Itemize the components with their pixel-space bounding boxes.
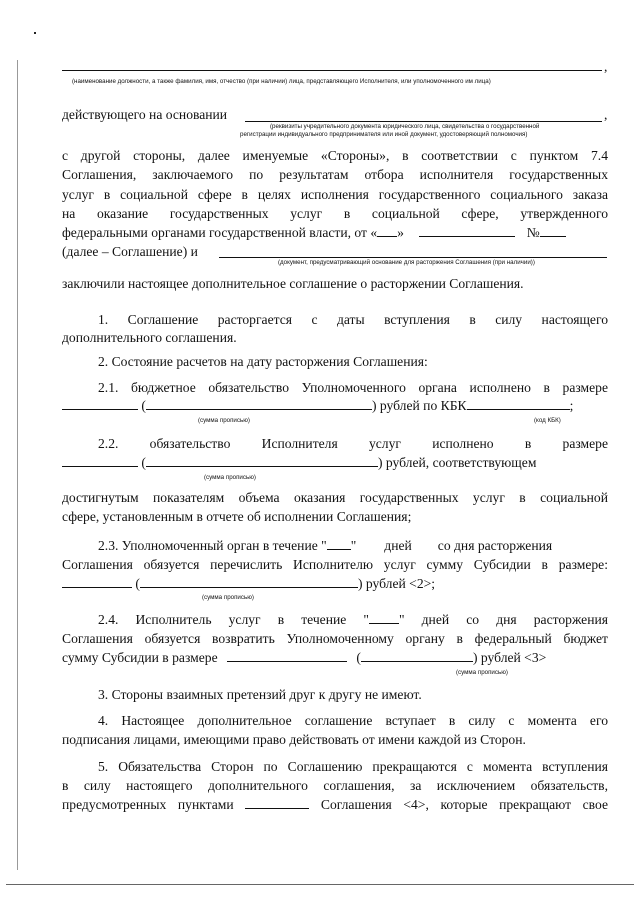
- p24-word-4: расторжения: [533, 612, 609, 627]
- p23-caption-sum: (сумма прописью): [202, 594, 254, 601]
- p24-line-3: [62, 649, 608, 667]
- p24-word-2: со: [466, 612, 480, 627]
- p24-days-blank: [369, 612, 399, 624]
- p24-text-a: 2.4. Исполнитель услуг в течение ": [98, 612, 369, 627]
- p23-line-2: Соглашения обязуется перечислить Исполнителю услуг сумму Субсидии в размере:: [62, 557, 608, 572]
- p24-word-1: дней: [421, 612, 450, 627]
- p21-amount-blank: [62, 398, 138, 410]
- p24-close-paren: ) рублей <3>: [472, 650, 547, 665]
- number-blank: [540, 225, 566, 237]
- p3-line-1: 3. Стороны взаимных претензий друг к другу не имеют.: [98, 687, 422, 702]
- p22-line-1: [98, 435, 608, 453]
- p21-line-2: [62, 397, 608, 415]
- intro-line-2: Соглашения, заключаемого по результатам отбора исполнителя государственных: [62, 167, 608, 182]
- number-sign: №: [526, 225, 540, 240]
- p5-line-2: в силу настоящего дополнительного соглашения, за исключением обязательств,: [62, 778, 608, 793]
- p23-close-paren: ) рублей <2>;: [357, 576, 436, 591]
- p5-line-3: [62, 796, 608, 814]
- intro-line-1: с другой стороны, далее именуемые «Стороны», в соответствии с пунктом 7.4: [62, 148, 608, 163]
- p24-word-3: дня: [496, 612, 517, 627]
- p23-days: дней: [384, 538, 412, 553]
- p22-words-blank: [146, 455, 378, 467]
- p23-quote: ": [350, 538, 357, 553]
- p22-word-7: размере: [562, 436, 608, 451]
- caption-requisites-1: (реквизиты учредительного документа юридического лица, свидетельства о государственной: [270, 123, 540, 130]
- p22-caption-sum: (сумма прописью): [204, 474, 256, 481]
- document-blank-line: [219, 257, 607, 258]
- p22-line-3: достигнутым показателям объема оказания государственных услуг в социальной: [62, 490, 608, 505]
- p22-open-paren: (: [141, 455, 146, 470]
- intro-line-6: (далее – Соглашение) и: [62, 244, 198, 259]
- p24-line-2: Соглашения обязуется возвратить Уполномоченному органу в федеральный бюджет: [62, 631, 608, 646]
- name-blank-line: [62, 70, 602, 71]
- p1-line-1: 1. Соглашение расторгается с даты вступления в силу настоящего: [98, 312, 608, 327]
- caption-requisites-2: регистрации индивидуального предпринимателя или иной документ, удостоверяющий полномочия): [240, 131, 528, 138]
- p2-line-1: 2. Состояние расчетов на дату расторжения Соглашения:: [98, 354, 428, 369]
- p24-line-1: [98, 611, 608, 629]
- p23-line-3: [62, 575, 608, 593]
- p21-open-paren: (: [141, 398, 146, 413]
- p4-line-2: подписания лицами, имеющими право действовать от имени каждой из Сторон.: [62, 732, 526, 747]
- p22-word-5: исполнено: [432, 436, 494, 451]
- day-blank: [377, 225, 397, 237]
- p24-amount-blank: [227, 650, 347, 662]
- intro-line-3: услуг в социальной сфере в целях исполнения государственного социального заказа: [62, 187, 608, 202]
- intro-line-7: заключили настоящее дополнительное соглашение о расторжении Соглашения.: [62, 276, 524, 291]
- intro-line-5-text: федеральными органами государственной власти, от «: [62, 225, 378, 240]
- basis-label: действующего на основании: [62, 107, 228, 122]
- basis-comma: ,: [604, 107, 608, 122]
- p22-amount-blank: [62, 455, 138, 467]
- p21-words-blank: [146, 398, 372, 410]
- scan-speck: [34, 32, 36, 34]
- p23-words-blank: [140, 576, 358, 588]
- p4-line-1: 4. Настоящее дополнительное соглашение вступает в силу с момента его: [98, 713, 608, 728]
- bottom-scan-edge: [6, 884, 634, 885]
- p22-line-2: [62, 454, 608, 472]
- p22-word-2: обязательство: [149, 436, 231, 451]
- intro-line-5-quote: »: [397, 225, 404, 240]
- p5-points-blank: [245, 797, 309, 809]
- p23-text-d: со дня расторжения: [437, 538, 553, 553]
- p24-quote: ": [398, 612, 405, 627]
- p21-close-paren: ) рублей по КБК: [371, 398, 467, 413]
- p22-word-1: 2.2.: [98, 436, 119, 451]
- p24-text-sum: сумму Субсидии в размере: [62, 650, 218, 665]
- p24-caption-sum: (сумма прописью): [456, 669, 508, 676]
- p22-close-paren: ) рублей, соответствующем: [377, 455, 537, 470]
- p24-words-blank: [361, 650, 473, 662]
- p5-line-1: 5. Обязательства Сторон по Соглашению прекращаются с момента вступления: [98, 759, 608, 774]
- p22-word-3: Исполнителя: [261, 436, 338, 451]
- date-blank: [419, 225, 515, 237]
- p23-line-1: [98, 537, 608, 555]
- p22-line-4: сфере, установленным в отчете об исполнении Соглашения;: [62, 509, 412, 524]
- intro-line-5: [62, 224, 608, 242]
- p5-text-b: Соглашения <4>, которые прекращают свое: [320, 797, 608, 812]
- p23-amount-blank: [62, 576, 132, 588]
- p21-caption-kbk: (код КБК): [534, 417, 561, 424]
- p21-line-1: 2.1. бюджетное обязательство Уполномоченного органа исполнено в размере: [98, 380, 608, 395]
- p21-semicolon: ;: [569, 398, 574, 413]
- p5-text-a: предусмотренных пунктами: [62, 797, 234, 812]
- p1-line-2: дополнительного соглашения.: [62, 330, 237, 345]
- p21-caption-sum: (сумма прописью): [198, 417, 250, 424]
- p24-start: [98, 612, 405, 627]
- name-line-comma: ,: [604, 59, 608, 74]
- p22-word-4: услуг: [368, 436, 401, 451]
- p21-kbk-blank: [467, 398, 570, 410]
- caption-document: (документ, предусматривающий основание для расторжения Соглашения (при наличии)): [278, 259, 535, 266]
- p23-open-paren: (: [135, 576, 140, 591]
- p23-days-blank: [327, 538, 351, 550]
- intro-line-4: на оказание государственных услуг в социальной сфере, утвержденного: [62, 206, 608, 221]
- basis-blank-line: [245, 121, 602, 122]
- p23-text-a: 2.3. Уполномоченный орган в течение ": [98, 538, 327, 553]
- p24-open-paren: (: [356, 650, 361, 665]
- p22-word-6: в: [524, 436, 532, 451]
- left-scan-edge: [17, 60, 18, 870]
- caption-name: (наименование должности, а также фамилия, имя, отчество (при наличии) лица, представляющего Исполнителя, или уполномоченного им лица): [72, 78, 491, 85]
